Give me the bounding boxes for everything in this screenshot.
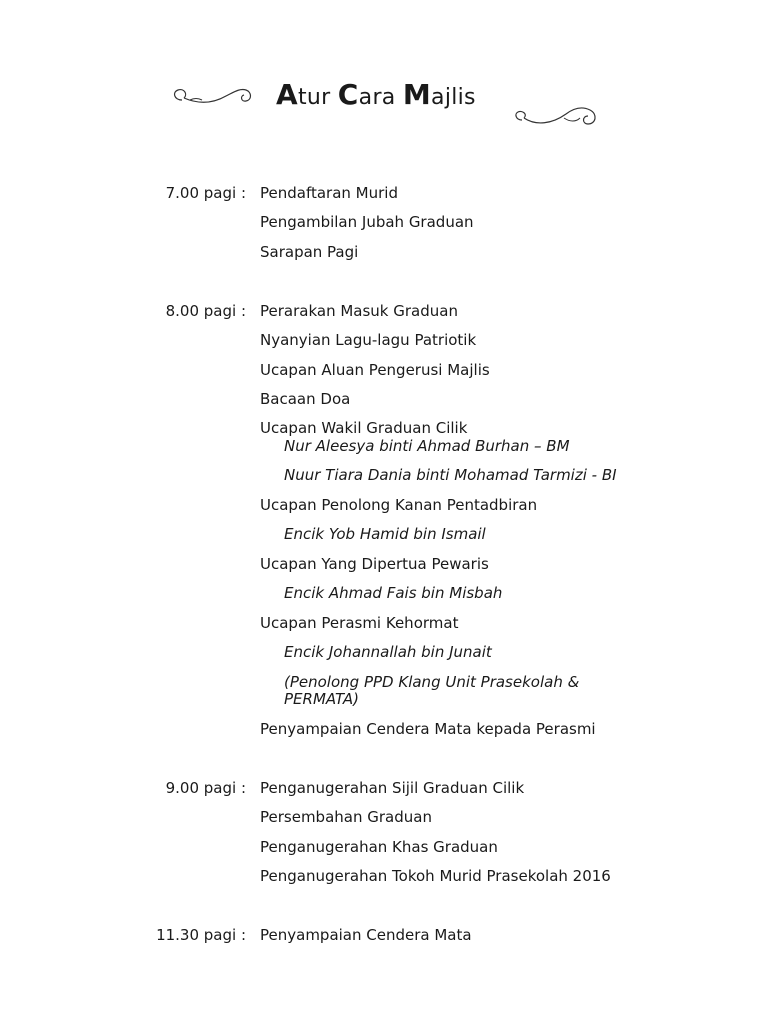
title-part-2: ara xyxy=(358,85,403,110)
speaker-name: Nur Aleesya binti Ahmad Burhan – BM xyxy=(284,437,570,455)
programme-item: Bacaan Doa xyxy=(260,390,351,408)
time-slot-label: 9.00 pagi : xyxy=(165,779,246,797)
programme-item: Persembahan Graduan xyxy=(260,808,432,826)
speaker-name: Encik Johannallah bin Junait xyxy=(284,643,492,661)
programme-item: Penganugerahan Sijil Graduan Cilik xyxy=(260,779,525,797)
programme-item: Ucapan Aluan Pengerusi Majlis xyxy=(260,361,490,379)
programme-item: Ucapan Wakil Graduan Cilik xyxy=(260,419,468,437)
programme-item: Sarapan Pagi xyxy=(260,243,359,261)
speaker-name: Nuur Tiara Dania binti Mohamad Tarmizi - BI xyxy=(284,466,617,484)
left-flourish-ornament xyxy=(168,82,258,112)
programme-item: Perarakan Masuk Graduan xyxy=(260,302,458,320)
programme-item: Penganugerahan Khas Graduan xyxy=(260,838,498,856)
speaker-name: Encik Yob Hamid bin Ismail xyxy=(284,525,486,543)
programme-item: Ucapan Perasmi Kehormat xyxy=(260,614,459,632)
time-slot-label: 7.00 pagi : xyxy=(165,184,246,202)
programme-item: Ucapan Penolong Kanan Pentadbiran xyxy=(260,496,538,514)
title-initial-a: A xyxy=(276,78,298,111)
time-slot-label: 8.00 pagi : xyxy=(165,302,246,320)
programme-item: Ucapan Yang Dipertua Pewaris xyxy=(260,555,489,573)
speaker-title: (Penolong PPD Klang Unit Prasekolah & xyxy=(284,673,580,691)
title-part-1: tur xyxy=(297,85,338,110)
programme-item: Nyanyian Lagu-lagu Patriotik xyxy=(260,331,477,349)
speaker-name: Encik Ahmad Fais bin Misbah xyxy=(284,584,503,602)
programme-item: Pengambilan Jubah Graduan xyxy=(260,213,474,231)
title-part-3: ajlis xyxy=(431,85,476,110)
page-title xyxy=(276,78,476,111)
time-slot-label: 11.30 pagi : xyxy=(156,926,246,944)
programme-item: Pendaftaran Murid xyxy=(260,184,398,202)
right-flourish-ornament xyxy=(512,100,604,134)
speaker-title: PERMATA) xyxy=(284,690,359,708)
title-initial-c: C xyxy=(337,78,359,111)
programme-item: Penganugerahan Tokoh Murid Prasekolah 2016 xyxy=(260,867,611,885)
title-initial-m: M xyxy=(402,78,432,111)
programme-item: Penyampaian Cendera Mata kepada Perasmi xyxy=(260,720,596,738)
programme-item: Penyampaian Cendera Mata xyxy=(260,926,472,944)
